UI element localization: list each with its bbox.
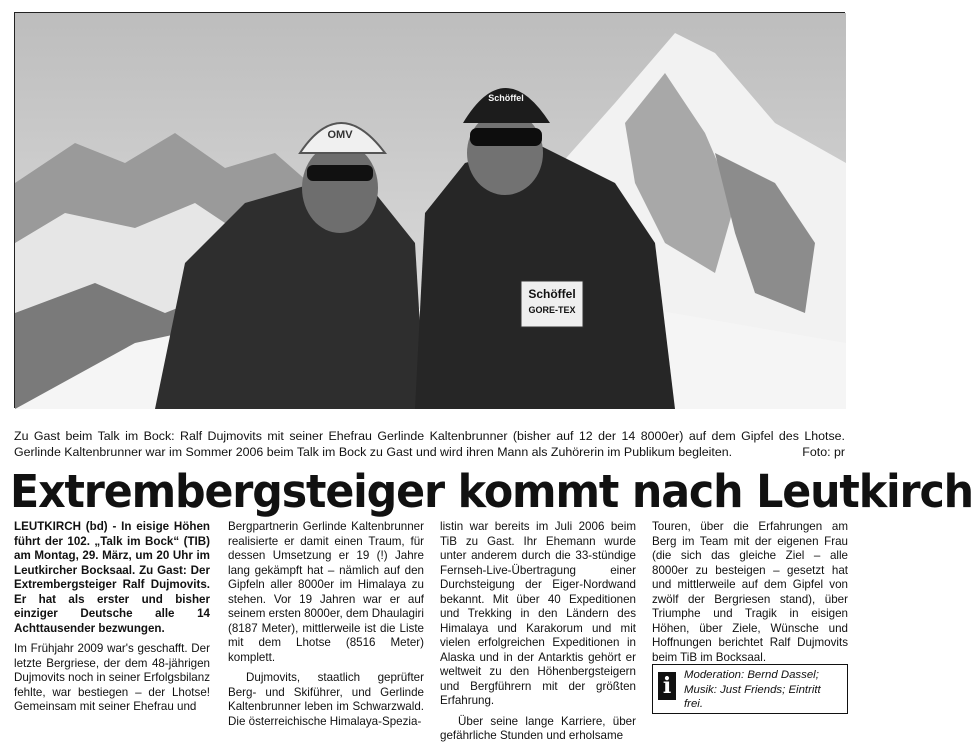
info-box [652,664,848,714]
article-column-4 [652,520,848,665]
photo-credit: Foto: pr [802,445,845,459]
article-column-2 [228,520,424,729]
info-text: Moderation: Bernd Dassel; Musik: Just Friends; Eintritt frei. [684,669,821,710]
article-lead: LEUTKIRCH (bd) - In eisige Höhen führt der 102. „Talk im Bock“ (TIB) am Montag, 29. März, um 20 Uhr im Leutkircher Bocksaal. Zu Gast: Der Extrembergsteiger Ralf Dujmovits. Er hat als erster und bisher einziger Deutsche alle 14 Achttausender bezwungen. [14,520,210,635]
jacket-badge-brand: Schöffel [528,287,576,301]
hat-logo: Schöffel [488,93,524,103]
sunglasses-left [307,165,373,181]
article-paragraph: Touren, über die Erfahrungen am Berg im Team mit der eigenen Frau (die sich das gleiche Ziel – alle 8000er zu besteigen – gesetzt hat und mittlerweile auf dem Gipfel von zwölf der Bergriesen stand), über Triumphe und Tragik in eisigen Höhen, über Ziele, Wünsche und Hoffnungen berichtet Ralf Dujmovits beim TiB im Bocksaal. [652,520,848,664]
helmet-logo: OMV [327,129,353,141]
climber-left-face [302,143,378,233]
article-paragraph: Bergpartnerin Gerlinde Kaltenbrunner realisierte er damit einen Traum, für dessen Umsetzung er 19 (!) Jahre lang gekämpft hat – nämlich auf den Gipfeln aller 8000er im Himalaya zu stehen. Vor 19 Jahren war er auf seinem ersten 8000er, dem Dhaulagiri (8187 Meter), mittlerweile ist die Liste mit dem Lhotse (8516 Meter) komplett. [228,520,424,664]
article-paragraph: Über seine lange Karriere, über gefährliche Stunden und erholsame [440,714,636,742]
article-paragraph: Im Frühjahr 2009 war's geschafft. Der letzte Bergriese, der dem 48-jährigen Dujmovits noch in seiner Erfolgsbilanz fehlte, war bestiegen – der Lhotse! Gemeinsam mit seiner Ehefrau und [14,642,210,713]
summit-photo [14,12,845,408]
article-paragraph: listin war bereits im Juli 2006 beim TiB zu Gast. Ihr Ehemann wurde unter anderem durch die 33-stündige Fernseh-Live-Übertragung einer Durchsteigung der Eiger-Nordwand bekannt. Mit über 40 Expeditionen und Trekking in den Ländern des Himalaya und Karakorum und mit vielen erfolgreichen Expeditionen in Alaska und in der Antarktis gehört er weltweit zu den Höhenbergsteigern und Bergführern mit der größten Erfahrung. [440,520,636,707]
info-icon: i [658,672,676,700]
headline: Extrembergsteiger kommt nach Leutkirch [10,465,973,518]
article-paragraph: Dujmovits, staatlich geprüfter Berg- und Skiführer, und Gerlinde Kaltenbrunner leben im Schwarzwald. Die österreichische Himalaya-Spezia- [228,671,424,728]
article-column-1 [14,520,210,715]
photo-illustration [15,13,846,409]
caption-text: Zu Gast beim Talk im Bock: Ralf Dujmovits mit seiner Ehefrau Gerlinde Kaltenbrunner (bisher auf 12 der 14 8000er) auf dem Gipfel des Lhotse. Gerlinde Kaltenbrunner war im Sommer 2006 beim Talk im Bock zu Gast und wird ihren Mann als Zuhörerin im Publikum begleiten. [14,429,845,459]
photo-caption [14,428,845,460]
climber-right-face [467,111,543,195]
sunglasses-right [470,128,542,146]
article-column-3 [440,520,636,744]
jacket-badge-sub: GORE-TEX [528,305,576,315]
